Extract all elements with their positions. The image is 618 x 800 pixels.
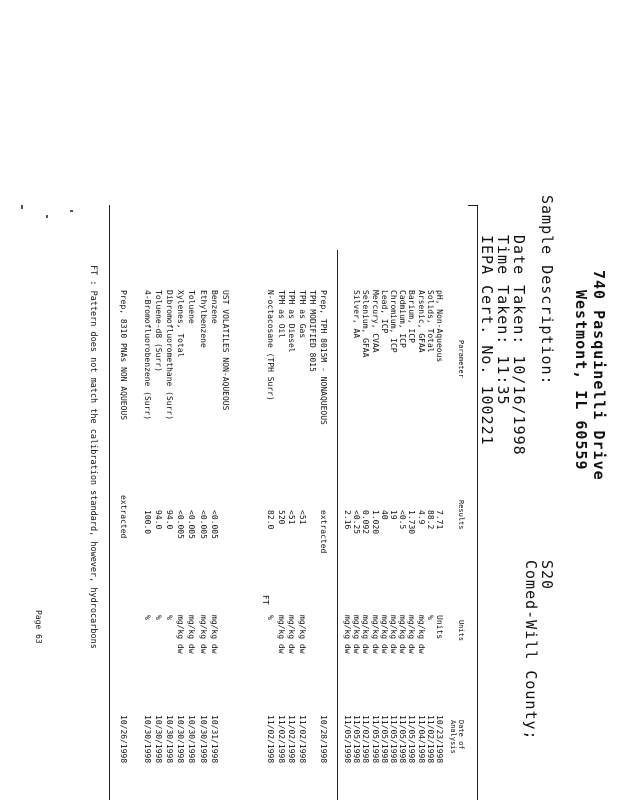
row-result: <51 [298,510,307,525]
row-date: 10/28/1998 [319,715,328,764]
row-date: 11/02/1998 [425,715,435,764]
row-units: mg/kg dw [298,615,307,654]
row-units: % [266,615,276,620]
row-result: <0.005 [187,510,197,539]
row-units: % [425,615,435,620]
time-taken: Time Taken: 11:35 [494,235,512,406]
row-parameter: Ethylbenzene [198,290,208,348]
row-result: 520 [277,510,286,525]
row-units: mg/kg dw [176,615,186,654]
row-result: 40 [379,510,389,520]
table-row [309,0,318,800]
row-units: % [142,615,152,620]
table-row [352,0,361,800]
table-row [389,0,398,800]
scan-speck [46,215,48,218]
table-row [371,0,380,800]
header-parameter: Parameter [457,340,465,378]
row-parameter: Mercury, CVAA [370,290,380,353]
table-row [143,0,152,800]
header-results: Results [457,500,465,530]
row-result: <0.005 [176,510,186,539]
row-date: 10/30/1998 [198,715,208,764]
row-parameter: 4-Bromofluorobenzene (Surr) [142,290,152,421]
prep-result: extracted [119,495,128,539]
table-row [361,0,370,800]
iepa-cert: IEPA Cert. No. 100221 [478,235,496,446]
page-number: Page 63 [34,610,43,644]
row-date: 11/04/1998 [416,715,426,764]
row-parameter: TPH as Oil [277,290,286,339]
row-date: 10/30/1998 [187,715,197,764]
row-units: mg/kg dw [407,615,417,654]
row-result: <0.5 [398,510,408,530]
row-date: 11/02/1998 [361,715,371,764]
table-row [417,0,426,800]
row-date: 11/05/1998 [389,715,398,764]
table-row [221,0,230,800]
header-date-of: Date of [457,720,465,750]
row-date: 11/02/1998 [287,715,297,764]
row-date: 11/05/1998 [379,715,389,764]
row-units: mg/kg dw [361,615,371,654]
table-row [277,0,286,800]
row-result: <51 [287,510,297,525]
table-row [380,0,389,800]
row-parameter: Lead, ICP [379,290,389,334]
row-result: 4.9 [416,510,426,525]
row-units: mg/kg dw [287,615,297,654]
row-date: 11/05/1998 [407,715,417,764]
header-tick [468,205,478,206]
row-parameter: TPH MODIFIED 8015 [308,290,318,372]
row-parameter: Arsenic, GFAA [416,290,426,353]
table-row [398,0,407,800]
row-units: mg/kg dw [352,615,362,654]
client-name: Comed-Will County; [522,560,540,741]
row-result: 1.730 [407,510,417,535]
header-analysis: Analysis [449,720,457,754]
prep-date: 10/26/1998 [119,715,128,764]
row-parameter: Benzene [209,290,219,324]
header-units: Units [457,620,465,642]
row-date: 10/30/1998 [142,715,152,764]
table-row [319,0,328,800]
row-units: mg/kg dw [370,615,380,654]
row-units: mg/kg dw [398,615,408,654]
row-parameter: Selenium, GFAA [361,290,371,358]
row-parameter: Barium, ICP [407,290,417,343]
ft-flag: FT [261,595,270,605]
table-row [176,0,185,800]
table-row [435,0,444,800]
scan-speck [70,210,73,212]
table-row [426,0,435,800]
prep-parameter: Prep, 8310 PNAs NON AQUEOUS [119,290,128,421]
row-date: 10/23/1998 [435,715,444,764]
row-parameter: Toluene-d8 (Surr) [153,290,163,372]
row-result: 19 [389,510,398,520]
row-parameter: Xylenes, Total [176,290,186,358]
row-units: % [153,615,163,620]
row-units: mg/kg dw [187,615,197,654]
row-parameter: Chromium, ICP [389,290,398,353]
row-date: 10/30/1998 [176,715,186,764]
row-parameter: TPH as Gas [298,290,307,339]
row-parameter: pH, Non-Aqueous [435,290,444,363]
row-result: <0.25 [352,510,362,535]
row-result: extracted [319,510,328,554]
sample-description-label: Sample Description: [538,195,556,386]
row-date: 11/02/1998 [298,715,307,764]
row-result: 100.0 [142,510,152,535]
row-date: 11/05/1998 [343,715,352,764]
table-row [288,0,297,800]
row-date: 11/02/1998 [277,715,286,764]
row-result: 2.16 [343,510,352,530]
footnote: FT : Pattern does not match the calibration standard, however, hydrocarbons [88,265,98,649]
date-taken: Date Taken: 10/16/1998 [510,235,528,456]
row-result: 94.0 [165,510,174,530]
row-units: mg/kg dw [389,615,398,654]
row-parameter: N-octacosane (TPH Surr) [266,290,276,401]
row-parameter: Dibromofluoromethane (Surr) [165,290,174,421]
row-units: Units [435,615,444,640]
row-units: mg/kg dw [277,615,286,654]
row-result: 82.0 [266,510,276,530]
footer-rule [109,205,110,800]
row-result: 1.020 [370,510,380,535]
table-row [407,0,416,800]
row-units: mg/kg dw [379,615,389,654]
row-date: 11/05/1998 [370,715,380,764]
row-parameter: Cadmium, ICP [398,290,408,348]
scan-speck [21,205,23,209]
row-date: 11/05/1998 [398,715,408,764]
row-date: 10/30/1998 [153,715,163,764]
row-units: mg/kg dw [416,615,426,654]
row-parameter: Silver, AA [352,290,362,339]
row-units: mg/kg dw [209,615,219,654]
table-row [165,0,174,800]
row-result: 0.092 [361,510,371,535]
lab-address-line1: 740 Pasquinelli Drive [590,270,608,481]
header-rule-top [477,205,478,800]
row-units: mg/kg dw [198,615,208,654]
row-date: 11/02/1998 [266,715,276,764]
section-rule [337,250,338,800]
table-row [298,0,307,800]
row-units: mg/kg dw [343,615,352,654]
row-result: 94.0 [153,510,163,530]
row-parameter: Solids, Total [425,290,435,353]
table-row [154,0,163,800]
lab-address-line2: Westmont, IL 60559 [572,290,590,471]
table-row [187,0,196,800]
row-result: <0.005 [209,510,219,539]
row-date: 11/05/1998 [352,715,362,764]
row-date: 10/30/1998 [165,715,174,764]
row-date: 10/31/1998 [209,715,219,764]
table-row [210,0,219,800]
row-units: % [165,615,174,620]
row-result: 7.71 [435,510,444,530]
table-row [343,0,352,800]
row-parameter: Prep, TPH 8015M - NONAQUEOUS [319,290,328,425]
prep-row [119,0,128,800]
row-result: 88.2 [425,510,435,530]
row-result: <0.005 [198,510,208,539]
table-row [199,0,208,800]
row-parameter: Toluene [187,290,197,324]
table-row [267,0,276,800]
row-parameter: TPH as Diesel [287,290,297,353]
sample-description-value: S20 [538,560,556,591]
row-parameter: UST VOLATILES NON-AQUEOUS [221,290,230,411]
